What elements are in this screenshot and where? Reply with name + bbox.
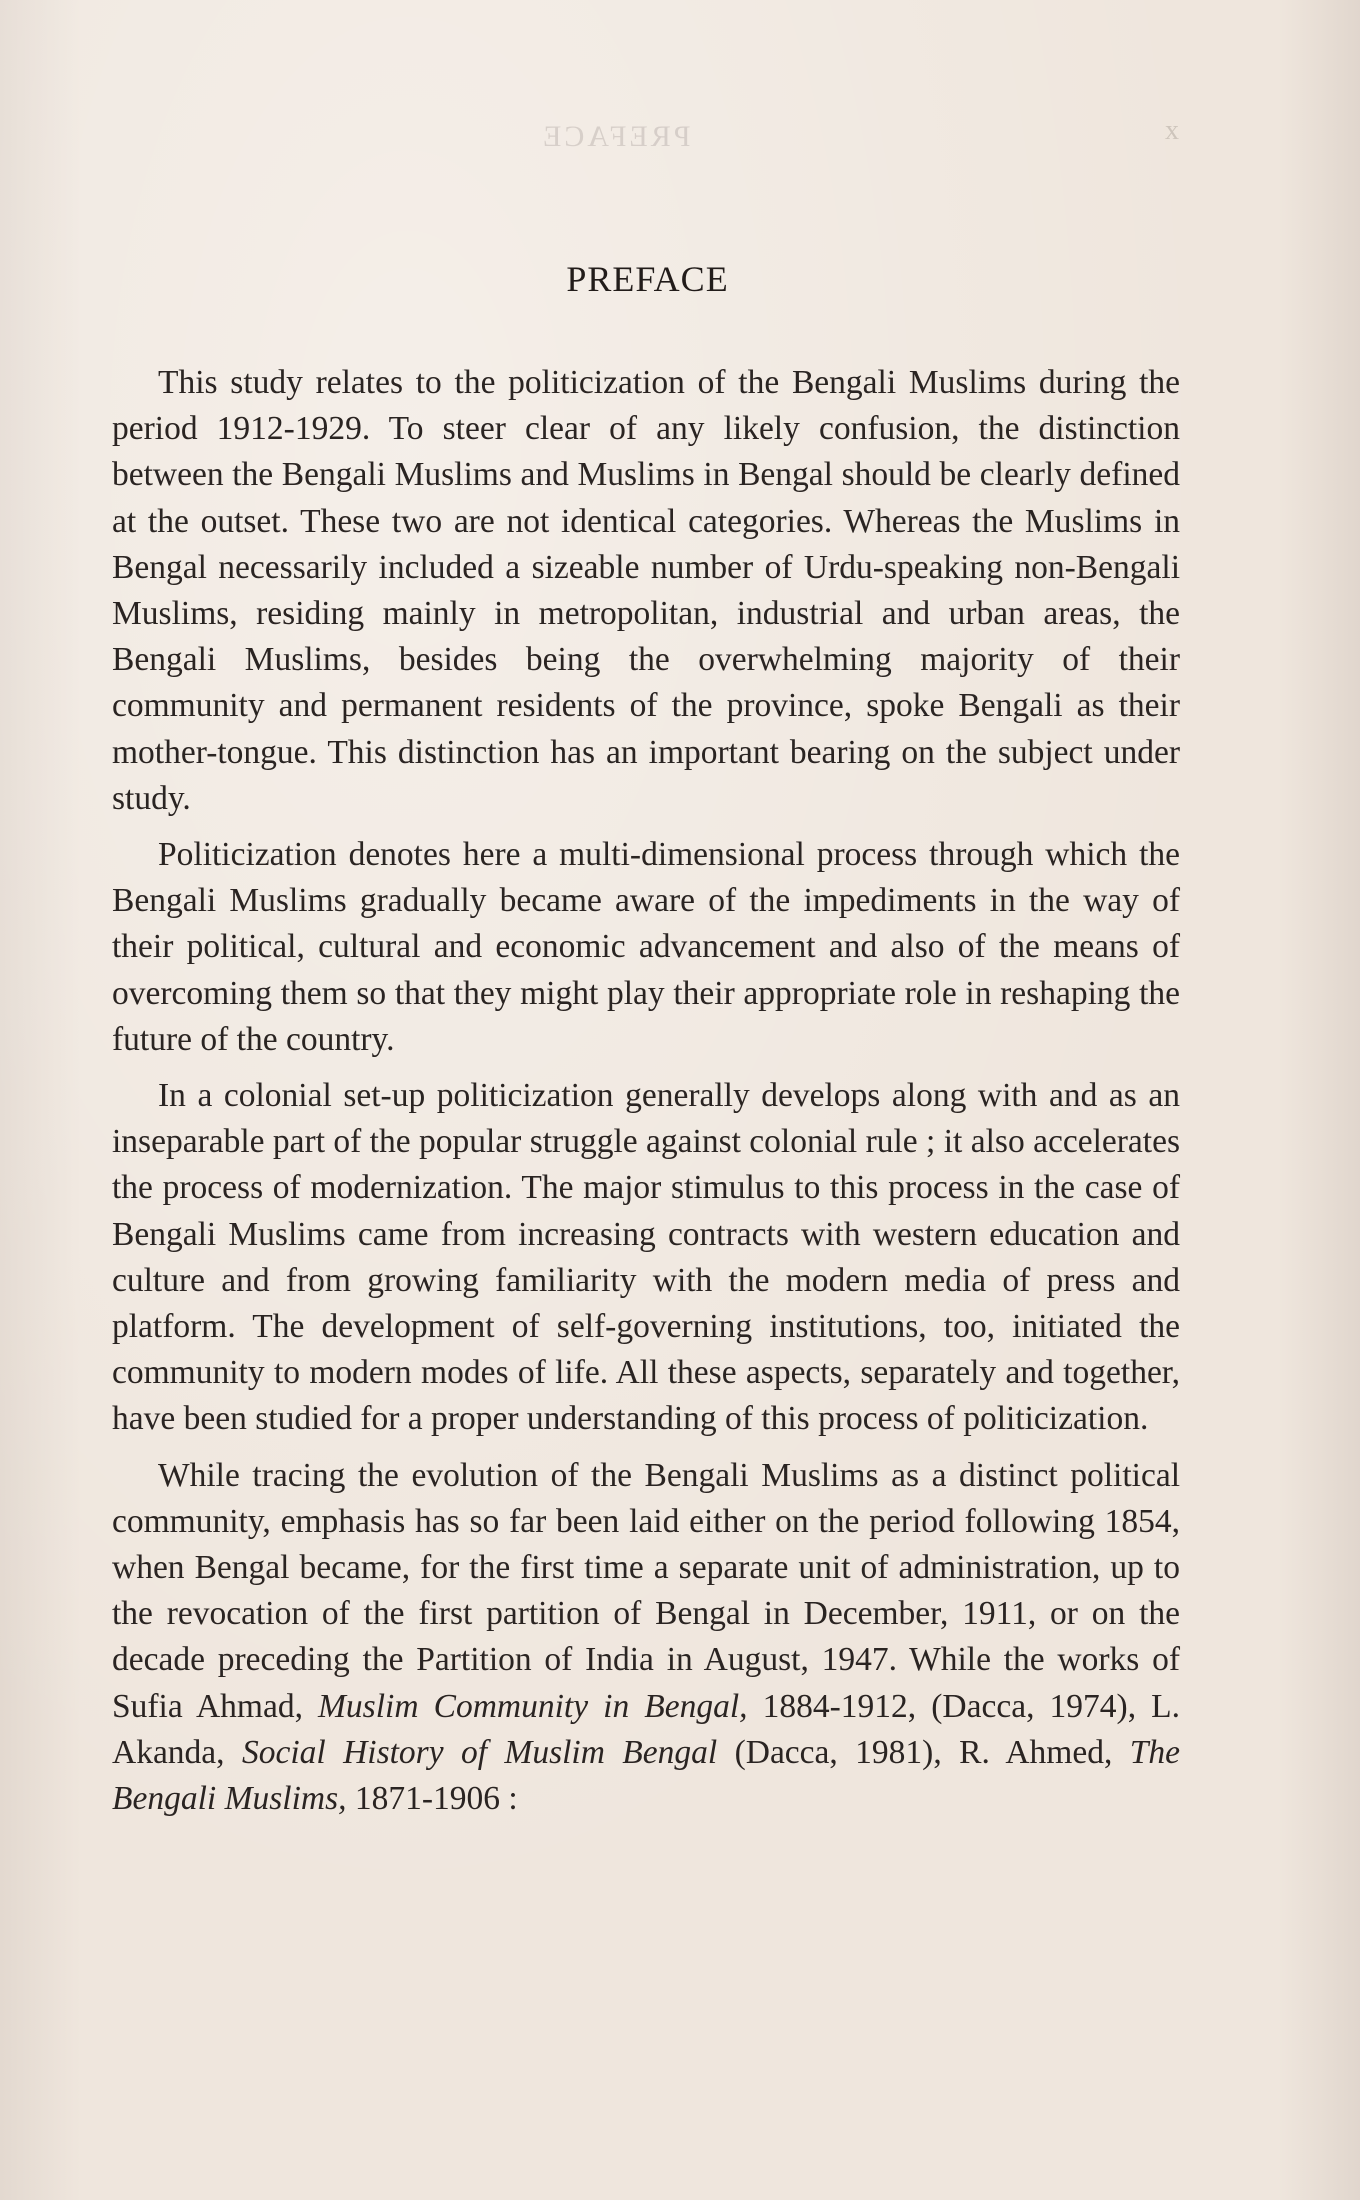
paragraph-4 [112, 1453, 1180, 1823]
paragraph-2 [112, 832, 1180, 1063]
italic-title-text: The Bengali Muslims, [112, 1733, 1180, 1818]
page-title: PREFACE [566, 259, 729, 299]
paragraph-text: This study relates to the politicization of the Bengali Muslims during the period 1912-1929. To steer clear of any likely confusion, the distinction between the Bengali Muslims and Muslims in Bengal should be clearly defined at the outset. These two are not identical categories. Whereas the Muslims in Bengal necessarily included a sizeable number of Urdu-speaking non-Bengali Muslims, residing mainly in metropolitan, industrial and urban areas, the Bengali Muslims, besides being the overwhelming majority of their community and permanent residents of the province, spoke Bengali as their mother-tongue. This distinction has an important bearing on the subject under study. [112, 364, 1180, 817]
body-text [112, 360, 1180, 1832]
paragraph-3 [112, 1073, 1180, 1443]
bleed-through-header: PREFACE [540, 120, 691, 153]
italic-title-text: Social History of Muslim Bengal [241, 1733, 718, 1771]
bleed-through-page-number: x [1165, 115, 1179, 146]
paragraph-text: Politicization denotes here a multi-dimensional process through which the Bengali Muslims gradually became aware of the impediments in the way of their political, cultural and economic advancement and also of the means of overcoming them so that they might play their appropriate role in reshaping the future of the country. [112, 836, 1180, 1058]
italic-title-text: Muslim Community in Bengal, [318, 1687, 748, 1725]
paragraph-text: In a colonial set-up politicization generally develops along with and as an inseparable part of the popular struggle against colonial rule ; it also accelerates the process of modernization. The major stimulus to this process in the case of Bengali Muslims came from increasing contracts with western education and culture and from growing familiarity with the modern media of press and platform. The development of self-governing institutions, too, initiated the community to modern modes of life. All these aspects, separately and together, have been studied for a proper understanding of this process of politicization. [112, 1077, 1180, 1438]
paragraph-text: 1884-1912, (Dacca, 1974), L. Akanda, [112, 1687, 1180, 1771]
paragraph-text: (Dacca, 1981), R. Ahmed, [717, 1733, 1130, 1771]
paragraph-text: While tracing the evolution of the Bengali Muslims as a distinct political community, emphasis has so far been laid either on the period following 1854, when Bengal became, for the first time a separate unit of administration, up to the revocation of the first partition of Bengal in December, 1911, or on the decade preceding the Partition of India in August, 1947. While the works of Sufia Ahmad, [112, 1456, 1180, 1725]
paragraph-1 [112, 360, 1180, 822]
paragraph-text: 1871-1906 : [346, 1780, 518, 1818]
